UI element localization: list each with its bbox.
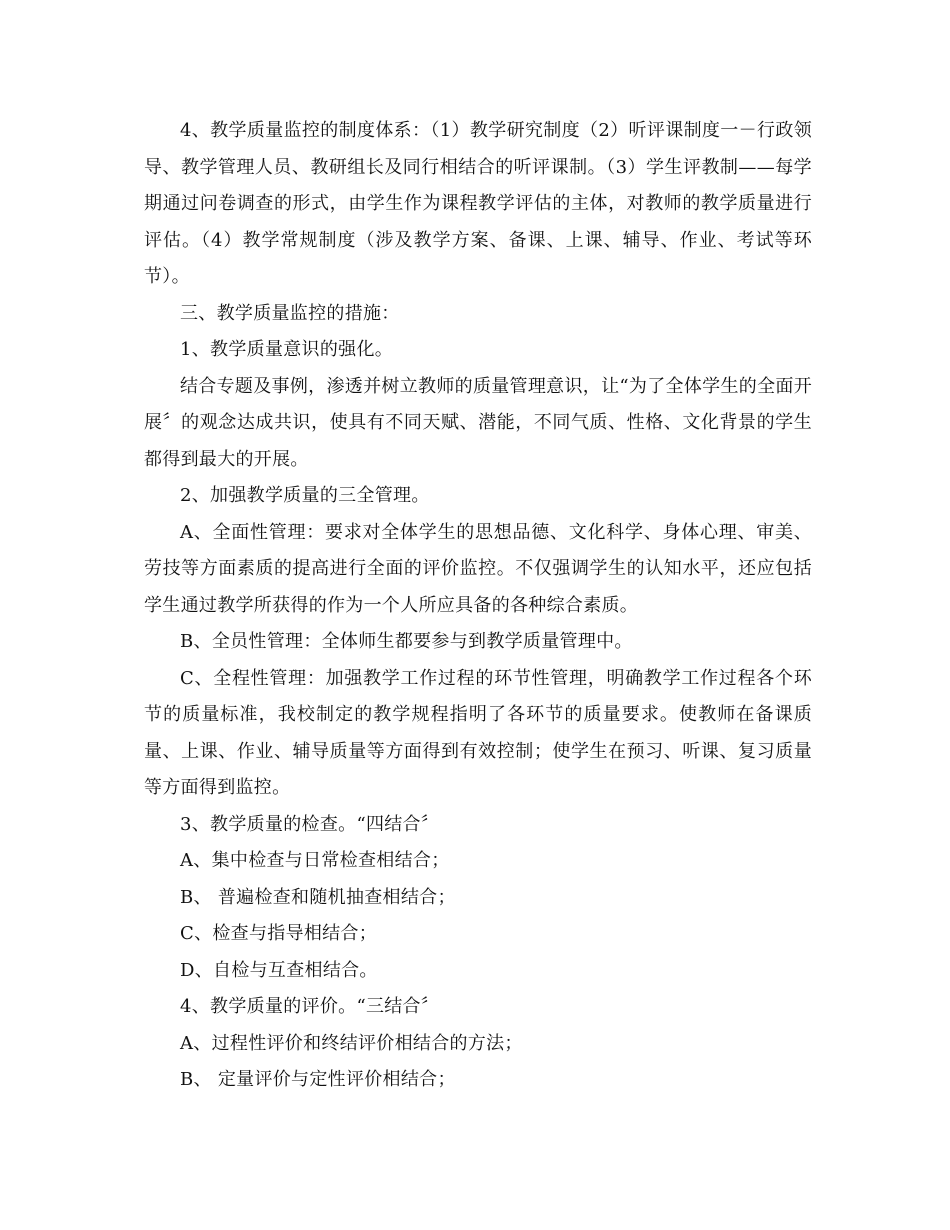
list-item-inspection-c: C、检查与指导相结合；: [180, 923, 378, 944]
paragraph-quality-awareness: 结合专题及事例，渗透并树立教师的质量管理意识，让“为了全体学生的全面开展〞的观念达成共识，使具有不同天赋、潜能，不同气质、性格、文化背景的学生都得到最大的开展。: [144, 375, 812, 470]
paragraph-comprehensive-management: A、全面性管理：要求对全体学生的思想品德、文化科学、身体心理、审美、劳技等方面素质的提高进行全面的评价监控。不仅强调学生的认知水平，还应包括学生通过教学所获得的作为一个人所应具备的各种综合素质。: [144, 521, 812, 616]
list-item-evaluation-b: B、 定量评价与定性评价相结合；: [180, 1069, 456, 1090]
paragraph-all-staff-management: B、全员性管理：全体师生都要参与到教学质量管理中。: [180, 631, 633, 652]
heading-supervision-measures: 三、教学质量监控的措施：: [180, 302, 400, 324]
paragraph-supervision-system: 4、教学质量监控的制度体系：（1）教学研究制度（2）听评课制度一－行政领导、教学管理人员、教研组长及同行相结合的听评课制。（3）学生评教制——每学期通过问卷调查的形式，由学生作为课程教学评估的主体，对教师的教学质量进行评估。（4）教学常规制度（涉及教学方案、备课、上课、辅导、作业、考试等环节）。: [144, 120, 812, 287]
list-item-evaluation-a: A、过程性评价和终结评价相结合的方法；: [180, 1032, 523, 1054]
heading-quality-inspection: 3、教学质量的检查。“四结合〞: [180, 813, 440, 835]
paragraph-whole-process-management: C、全程性管理：加强教学工作过程的环节性管理，明确教学工作过程各个环节的质量标准，我校制定的教学规程指明了各环节的质量要求。使教师在备课质量、上课、作业、辅导质量等方面得到有效控制；使学生在预习、听课、复习质量等方面得到监控。: [144, 667, 812, 798]
list-item-inspection-d: D、自检与互查相结合。: [180, 959, 378, 981]
list-item-inspection-b: B、 普遍检查和随机抽查相结合；: [180, 886, 456, 908]
document-body: [144, 113, 812, 1099]
list-item-inspection-a: A、集中检查与日常检查相结合；: [180, 850, 450, 871]
heading-quality-awareness: 1、教学质量意识的强化。: [180, 339, 394, 360]
heading-three-all-management: 2、加强教学质量的三全管理。: [180, 485, 430, 506]
heading-quality-evaluation: 4、教学质量的评价。“三结合〞: [180, 996, 440, 1017]
